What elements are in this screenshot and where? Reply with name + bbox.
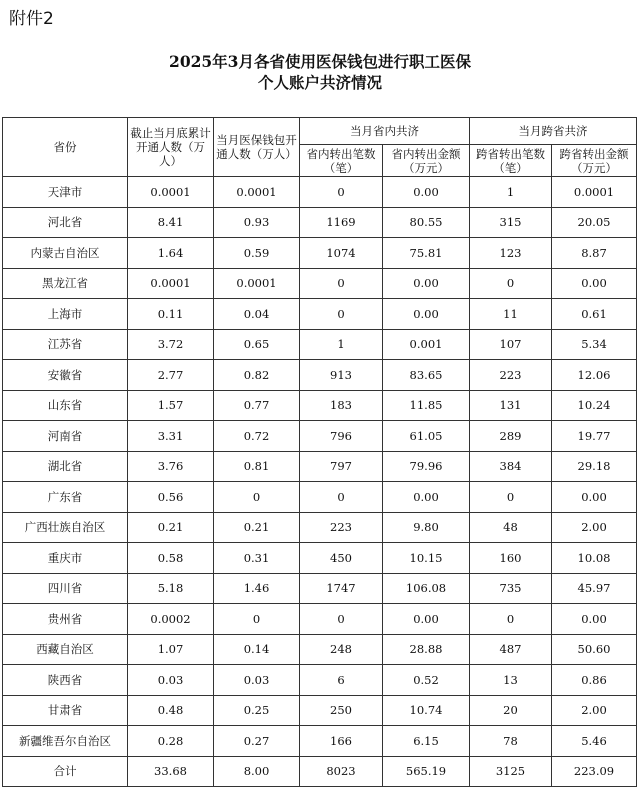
monthly-cell: 0 xyxy=(214,482,300,513)
cross-count-cell: 11 xyxy=(470,299,552,330)
table-row xyxy=(3,756,637,787)
cumulative-cell: 0.0001 xyxy=(128,268,214,299)
header-intra-group: 当月省内共济 xyxy=(300,118,470,145)
data-table xyxy=(2,117,637,787)
intra-amount-cell: 10.74 xyxy=(383,695,470,726)
cumulative-cell: 0.21 xyxy=(128,512,214,543)
cumulative-cell: 0.58 xyxy=(128,543,214,574)
province-cell: 重庆市 xyxy=(3,543,128,574)
cumulative-cell: 1.57 xyxy=(128,390,214,421)
intra-amount-cell: 28.88 xyxy=(383,634,470,665)
header-province: 省份 xyxy=(3,118,128,177)
header-cross-group: 当月跨省共济 xyxy=(470,118,637,145)
province-cell: 湖北省 xyxy=(3,451,128,482)
cross-count-cell: 78 xyxy=(470,726,552,757)
cross-amount-cell: 223.09 xyxy=(552,756,637,787)
intra-count-cell: 0 xyxy=(300,299,383,330)
table-row xyxy=(3,238,637,269)
intra-count-cell: 183 xyxy=(300,390,383,421)
cumulative-cell: 5.18 xyxy=(128,573,214,604)
cumulative-cell: 3.31 xyxy=(128,421,214,452)
intra-count-cell: 166 xyxy=(300,726,383,757)
cross-count-cell: 13 xyxy=(470,665,552,696)
attachment-label: 附件2 xyxy=(9,9,54,29)
monthly-cell: 0.04 xyxy=(214,299,300,330)
cumulative-cell: 33.68 xyxy=(128,756,214,787)
cross-count-cell: 0 xyxy=(470,604,552,635)
monthly-cell: 0.27 xyxy=(214,726,300,757)
intra-amount-cell: 61.05 xyxy=(383,421,470,452)
cumulative-cell: 1.64 xyxy=(128,238,214,269)
cumulative-cell: 0.56 xyxy=(128,482,214,513)
intra-amount-cell: 0.00 xyxy=(383,268,470,299)
table-row xyxy=(3,634,637,665)
monthly-cell: 0.93 xyxy=(214,207,300,238)
intra-amount-cell: 0.00 xyxy=(383,177,470,208)
cumulative-cell: 0.0001 xyxy=(128,177,214,208)
table-row xyxy=(3,299,637,330)
intra-amount-cell: 0.00 xyxy=(383,482,470,513)
cross-amount-cell: 5.34 xyxy=(552,329,637,360)
table-row xyxy=(3,573,637,604)
cumulative-cell: 2.77 xyxy=(128,360,214,391)
intra-amount-cell: 0.00 xyxy=(383,299,470,330)
monthly-cell: 8.00 xyxy=(214,756,300,787)
monthly-cell: 0.21 xyxy=(214,512,300,543)
table-row xyxy=(3,543,637,574)
monthly-cell: 0.77 xyxy=(214,390,300,421)
cross-count-cell: 315 xyxy=(470,207,552,238)
cross-count-cell: 0 xyxy=(470,268,552,299)
monthly-cell: 0.72 xyxy=(214,421,300,452)
intra-count-cell: 250 xyxy=(300,695,383,726)
cross-amount-cell: 0.00 xyxy=(552,482,637,513)
cross-count-cell: 123 xyxy=(470,238,552,269)
monthly-cell: 0.82 xyxy=(214,360,300,391)
table-row xyxy=(3,665,637,696)
cross-amount-cell: 0.00 xyxy=(552,268,637,299)
intra-count-cell: 796 xyxy=(300,421,383,452)
table-row xyxy=(3,726,637,757)
province-cell: 上海市 xyxy=(3,299,128,330)
table-row xyxy=(3,360,637,391)
monthly-cell: 0.03 xyxy=(214,665,300,696)
monthly-cell: 1.46 xyxy=(214,573,300,604)
monthly-cell: 0.14 xyxy=(214,634,300,665)
cross-amount-cell: 5.46 xyxy=(552,726,637,757)
document-title-line1: 2025年3月各省使用医保钱包进行职工医保 xyxy=(169,52,471,71)
intra-amount-cell: 6.15 xyxy=(383,726,470,757)
cross-count-cell: 160 xyxy=(470,543,552,574)
cross-amount-cell: 0.00 xyxy=(552,604,637,635)
intra-count-cell: 450 xyxy=(300,543,383,574)
document-title-line2: 个人账户共济情况 xyxy=(257,73,382,92)
intra-count-cell: 1747 xyxy=(300,573,383,604)
cross-count-cell: 384 xyxy=(470,451,552,482)
intra-amount-cell: 80.55 xyxy=(383,207,470,238)
province-cell: 合计 xyxy=(3,756,128,787)
table-row xyxy=(3,482,637,513)
intra-count-cell: 223 xyxy=(300,512,383,543)
province-cell: 甘肃省 xyxy=(3,695,128,726)
cumulative-cell: 8.41 xyxy=(128,207,214,238)
cross-amount-cell: 12.06 xyxy=(552,360,637,391)
table-body xyxy=(3,177,637,787)
header-intra-count: 省内转出笔数（笔） xyxy=(300,145,383,177)
province-cell: 河北省 xyxy=(3,207,128,238)
intra-amount-cell: 79.96 xyxy=(383,451,470,482)
province-cell: 安徽省 xyxy=(3,360,128,391)
intra-count-cell: 0 xyxy=(300,177,383,208)
cross-count-cell: 3125 xyxy=(470,756,552,787)
cross-count-cell: 1 xyxy=(470,177,552,208)
province-cell: 河南省 xyxy=(3,421,128,452)
table-row xyxy=(3,329,637,360)
province-cell: 陕西省 xyxy=(3,665,128,696)
cross-amount-cell: 20.05 xyxy=(552,207,637,238)
province-cell: 西藏自治区 xyxy=(3,634,128,665)
intra-count-cell: 0 xyxy=(300,482,383,513)
cross-amount-cell: 50.60 xyxy=(552,634,637,665)
header-cross-count: 跨省转出笔数（笔） xyxy=(470,145,552,177)
cross-amount-cell: 19.77 xyxy=(552,421,637,452)
table-row xyxy=(3,451,637,482)
intra-count-cell: 6 xyxy=(300,665,383,696)
province-cell: 新疆维吾尔自治区 xyxy=(3,726,128,757)
cross-count-cell: 735 xyxy=(470,573,552,604)
cumulative-cell: 0.0002 xyxy=(128,604,214,635)
province-cell: 天津市 xyxy=(3,177,128,208)
table-row xyxy=(3,512,637,543)
cumulative-cell: 0.28 xyxy=(128,726,214,757)
monthly-cell: 0.25 xyxy=(214,695,300,726)
cross-count-cell: 107 xyxy=(470,329,552,360)
table-row xyxy=(3,604,637,635)
intra-count-cell: 8023 xyxy=(300,756,383,787)
intra-amount-cell: 75.81 xyxy=(383,238,470,269)
province-cell: 山东省 xyxy=(3,390,128,421)
cross-count-cell: 20 xyxy=(470,695,552,726)
intra-count-cell: 1074 xyxy=(300,238,383,269)
intra-count-cell: 0 xyxy=(300,604,383,635)
intra-amount-cell: 565.19 xyxy=(383,756,470,787)
cumulative-cell: 1.07 xyxy=(128,634,214,665)
table-row xyxy=(3,177,637,208)
intra-amount-cell: 11.85 xyxy=(383,390,470,421)
cross-amount-cell: 10.08 xyxy=(552,543,637,574)
table-row xyxy=(3,390,637,421)
monthly-cell: 0.59 xyxy=(214,238,300,269)
table-row xyxy=(3,695,637,726)
intra-count-cell: 248 xyxy=(300,634,383,665)
intra-amount-cell: 0.00 xyxy=(383,604,470,635)
cross-count-cell: 487 xyxy=(470,634,552,665)
table-row xyxy=(3,421,637,452)
monthly-cell: 0.0001 xyxy=(214,177,300,208)
intra-count-cell: 797 xyxy=(300,451,383,482)
cross-count-cell: 48 xyxy=(470,512,552,543)
province-cell: 内蒙古自治区 xyxy=(3,238,128,269)
intra-count-cell: 1 xyxy=(300,329,383,360)
table-row xyxy=(3,268,637,299)
cumulative-cell: 3.72 xyxy=(128,329,214,360)
table-row xyxy=(3,207,637,238)
header-intra-amount: 省内转出金额（万元） xyxy=(383,145,470,177)
header-monthly: 当月医保钱包开通人数（万人） xyxy=(214,118,300,177)
cross-count-cell: 0 xyxy=(470,482,552,513)
cross-amount-cell: 2.00 xyxy=(552,695,637,726)
cross-amount-cell: 0.0001 xyxy=(552,177,637,208)
intra-count-cell: 1169 xyxy=(300,207,383,238)
cross-amount-cell: 0.86 xyxy=(552,665,637,696)
monthly-cell: 0.65 xyxy=(214,329,300,360)
cumulative-cell: 0.48 xyxy=(128,695,214,726)
province-cell: 广西壮族自治区 xyxy=(3,512,128,543)
province-cell: 江苏省 xyxy=(3,329,128,360)
intra-count-cell: 913 xyxy=(300,360,383,391)
monthly-cell: 0 xyxy=(214,604,300,635)
cross-amount-cell: 10.24 xyxy=(552,390,637,421)
cross-count-cell: 131 xyxy=(470,390,552,421)
intra-amount-cell: 83.65 xyxy=(383,360,470,391)
cumulative-cell: 0.03 xyxy=(128,665,214,696)
monthly-cell: 0.0001 xyxy=(214,268,300,299)
intra-amount-cell: 106.08 xyxy=(383,573,470,604)
cross-amount-cell: 0.61 xyxy=(552,299,637,330)
cross-count-cell: 223 xyxy=(470,360,552,391)
header-cross-amount: 跨省转出金额（万元） xyxy=(552,145,637,177)
cross-amount-cell: 8.87 xyxy=(552,238,637,269)
province-cell: 四川省 xyxy=(3,573,128,604)
cross-amount-cell: 2.00 xyxy=(552,512,637,543)
intra-amount-cell: 10.15 xyxy=(383,543,470,574)
cumulative-cell: 0.11 xyxy=(128,299,214,330)
header-cumulative: 截止当月底累计开通人数（万人） xyxy=(128,118,214,177)
province-cell: 黑龙江省 xyxy=(3,268,128,299)
monthly-cell: 0.81 xyxy=(214,451,300,482)
cumulative-cell: 3.76 xyxy=(128,451,214,482)
cross-amount-cell: 29.18 xyxy=(552,451,637,482)
cross-count-cell: 289 xyxy=(470,421,552,452)
intra-count-cell: 0 xyxy=(300,268,383,299)
intra-amount-cell: 9.80 xyxy=(383,512,470,543)
intra-amount-cell: 0.001 xyxy=(383,329,470,360)
intra-amount-cell: 0.52 xyxy=(383,665,470,696)
province-cell: 贵州省 xyxy=(3,604,128,635)
monthly-cell: 0.31 xyxy=(214,543,300,574)
cross-amount-cell: 45.97 xyxy=(552,573,637,604)
province-cell: 广东省 xyxy=(3,482,128,513)
